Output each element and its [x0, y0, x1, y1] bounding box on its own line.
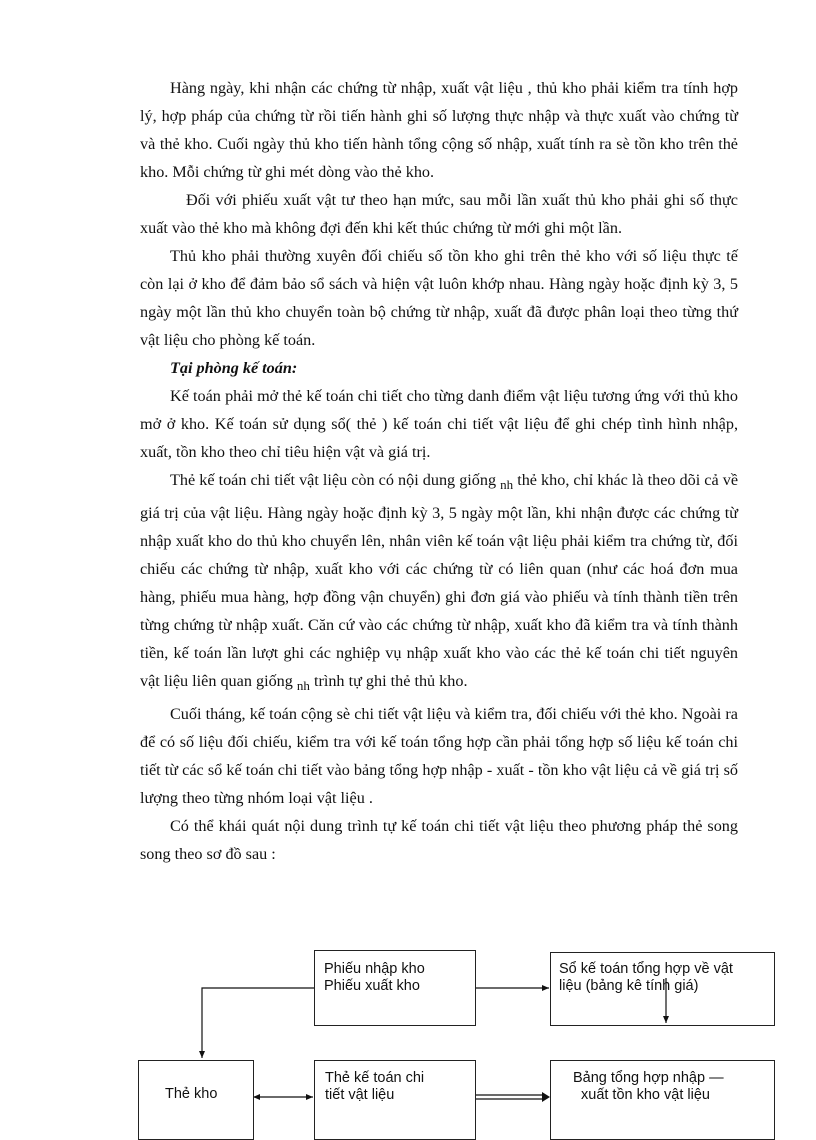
- box-bang-tong-hop-line-2: xuất tồn kho vật liệu: [581, 1087, 710, 1103]
- section-heading: Tại phòng kế toán:: [170, 359, 298, 377]
- arrow-phieu-to-the-kho: [202, 988, 314, 1058]
- paragraph-5-part-1: Thẻ kế toán chi tiết vật liệu còn có nội dung giống: [170, 471, 497, 489]
- box-phieu-line-1: Phiếu nhập kho: [324, 961, 425, 977]
- paragraph-2: Đối với phiếu xuất vật tư theo hạn mức, sau mỗi lần xuất thủ kho phải ghi số thực xuất vào thẻ kho mà không đợi đến khi kết thúc chứng từ mới ghi một lần.: [140, 191, 738, 237]
- paragraph-5-part-3: trình tự ghi thẻ thủ kho.: [313, 672, 468, 690]
- box-the-kho: [138, 1060, 254, 1140]
- double-arrow-head: [542, 1092, 550, 1102]
- paragraph-4: Kế toán phải mở thẻ kế toán chi tiết cho từng danh điểm vật liệu tương ứng với thủ kho mở ở kho. Kế toán sử dụng sổ( thẻ ) kế toán chi tiết vật liệu để ghi chép tình hình nhập, xuất, tồn kho theo chỉ tiêu hiện vật và giá trị.: [140, 387, 738, 461]
- box-phieu-line-2: Phiếu xuất kho: [324, 978, 420, 994]
- subscript-nh-1: nh: [500, 477, 514, 492]
- box-bang-tong-hop: [550, 1060, 775, 1140]
- subscript-nh-2: nh: [296, 678, 310, 693]
- box-the-ke-toan-chi-tiet: [314, 1060, 476, 1140]
- paragraph-1: Hàng ngày, khi nhận các chứng từ nhập, xuất vật liệu , thủ kho phải kiểm tra tính hợp lý, hợp pháp của chứng từ rồi tiến hành ghi số lượng thực nhập và thực xuất vào chứng từ và thẻ kho. Cuối ngày thủ kho tiến hành tổng cộng số nhập, xuất tính ra sè tồn kho trên thẻ kho. Mỗi chứng từ ghi mét dòng vào thẻ kho.: [140, 79, 738, 181]
- box-the-kho-label: Thẻ kho: [165, 1086, 218, 1102]
- box-so-tong-hop-line-2: liệu (bảng kê tính giá): [559, 978, 699, 994]
- box-the-ke-toan-line-1: Thẻ kế toán chi: [325, 1070, 425, 1086]
- paragraph-6: Cuối tháng, kế toán cộng sè chi tiết vật liệu và kiểm tra, đối chiếu với thẻ kho. Ngoài ra để có số liệu đối chiếu, kiểm tra với kế toán tổng hợp cần phải tổng hợp số liệu kế toán chi tiết từ các sổ kế toán chi tiết vào bảng tổng hợp nhập - xuất - tồn kho vật liệu cả về giá trị số lượng theo từng nhóm loại vật liệu .: [140, 705, 738, 807]
- paragraph-5-part-2: thẻ kho, chỉ khác là theo dõi cả về giá trị của vật liệu. Hàng ngày hoặc định kỳ 3, 5 ngày một lần, khi nhận được các chứng từ nhập xuất kho do thủ kho chuyển lên, nhân viên kế toán vật liệu phải kiểm tra chứng từ, đối chiếu các chứng từ nhập, xuất kho với các chứng từ có liên quan (như các hoá đơn mua hàng, phiếu mua hàng, hợp đồng vận chuyển) ghi đơn giá vào phiếu và tính thành tiền trên từng chứng từ nhập xuất. Căn cứ vào các chứng từ nhập, xuất kho đã kiểm tra và tính thành tiền, kế toán lần lượt ghi các nghiệp vụ nhập xuất kho vào các thẻ kế toán chi tiết nguyên vật liệu liên quan giống: [140, 471, 739, 690]
- box-so-ke-toan-tong-hop: [550, 952, 775, 1026]
- box-so-tong-hop-line-1: Sổ kế toán tổng hợp về vật: [559, 961, 733, 977]
- box-the-ke-toan-line-2: tiết vật liệu: [325, 1087, 395, 1103]
- box-phieu-nhap-xuat: [314, 950, 476, 1026]
- paragraph-7: Có thể khái quát nội dung trình tự kế toán chi tiết vật liệu theo phương pháp thẻ song song theo sơ đồ sau :: [140, 817, 738, 863]
- box-bang-tong-hop-line-1: Bảng tổng hợp nhập —: [573, 1070, 724, 1086]
- paragraph-3: Thủ kho phải thường xuyên đối chiếu số tồn kho ghi trên thẻ kho với số liệu thực tế còn lại ở kho để đảm bảo sổ sách và hiện vật luôn khớp nhau. Hàng ngày hoặc định kỳ 3, 5 ngày một lần thủ kho chuyển toàn bộ chứng từ nhập, xuất đã được phân loại theo từng thứ vật liệu cho phòng kế toán.: [140, 247, 738, 349]
